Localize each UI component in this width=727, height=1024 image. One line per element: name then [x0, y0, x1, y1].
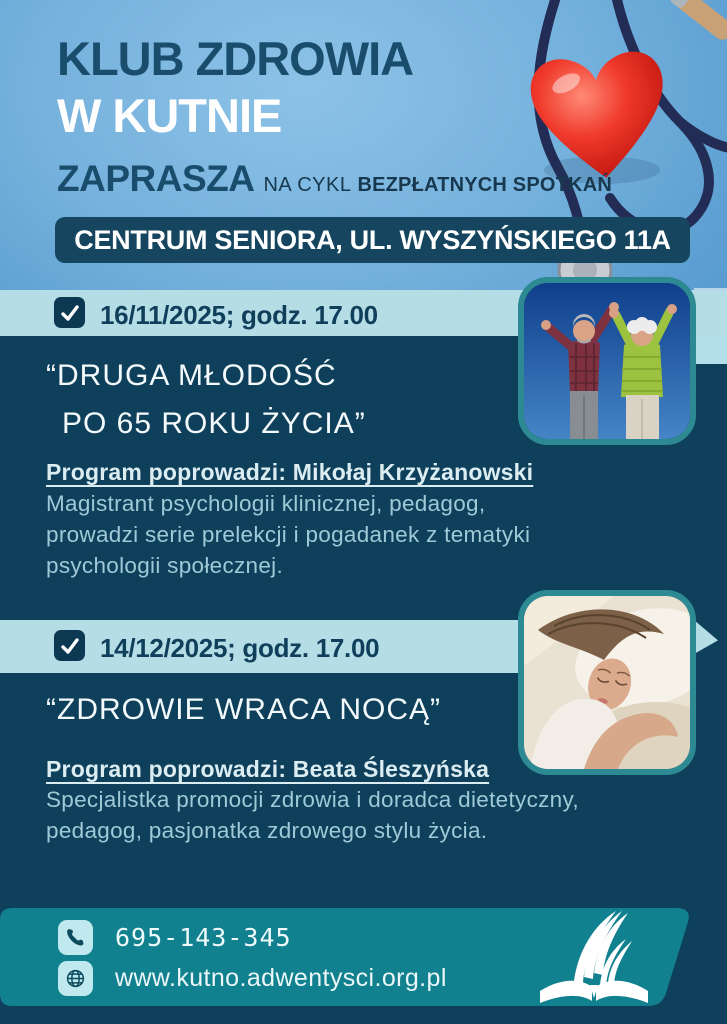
event2-description: Specjalistka promocji zdrowia i doradca dietetyczny, pedagog, pasjonatka zdrowego stylu życia.	[46, 787, 579, 843]
event1-date: 16/11/2025; godz. 17.00	[100, 300, 378, 330]
event1-photo	[518, 277, 696, 445]
phone-icon	[58, 920, 93, 955]
website-url: www.kutno.adwentysci.org.pl	[115, 964, 447, 992]
event2-photo	[518, 590, 696, 775]
globe-icon	[58, 961, 93, 996]
poster-title-line1: KLUB ZDROWIA	[57, 32, 414, 85]
event2-date: 14/12/2025; godz. 17.00	[100, 633, 380, 663]
phone-row	[58, 920, 292, 955]
couple-photo-illustration	[524, 283, 690, 439]
event2-title-line1: “ZDROWIE WRACA NOCĄ”	[46, 693, 441, 726]
event1-title	[46, 352, 366, 448]
invite-line	[57, 158, 612, 200]
sleeping-woman-photo-illustration	[524, 596, 690, 769]
poster-title-line2: W KUTNIE	[57, 89, 282, 142]
event1-description: Magistrant psychologii klinicznej, pedagog, prowadzi serie prelekcji i pogadanek z tematyki psychologii społecznej.	[46, 491, 531, 578]
event2-title	[46, 686, 441, 734]
event2-presenter: Program poprowadzi: Beata Śleszyńska	[46, 756, 490, 782]
event1-presenter: Program poprowadzi: Mikołaj Krzyżanowski	[46, 459, 534, 485]
invite-mid-text: NA CYKL	[263, 174, 352, 196]
venue-banner: CENTRUM SENIORA, UL. WYSZYŃSKIEGO 11A	[55, 217, 690, 263]
ribbon-arrow	[694, 620, 718, 654]
checkbox-icon	[54, 297, 85, 328]
event1-title-line2: PO 65 ROKU ŻYCIA”	[62, 407, 366, 440]
phone-number: 695-143-345	[115, 923, 292, 952]
invite-word: ZAPRASZA	[57, 158, 255, 199]
event1-title-line1: “DRUGA MŁODOŚĆ	[46, 359, 337, 392]
invite-bold-text: BEZPŁATNYCH SPOTKAŃ	[357, 174, 612, 196]
adventist-church-logo	[532, 911, 656, 1007]
checkbox-icon	[54, 630, 85, 661]
poster-title	[57, 30, 413, 144]
website-row	[58, 961, 447, 996]
